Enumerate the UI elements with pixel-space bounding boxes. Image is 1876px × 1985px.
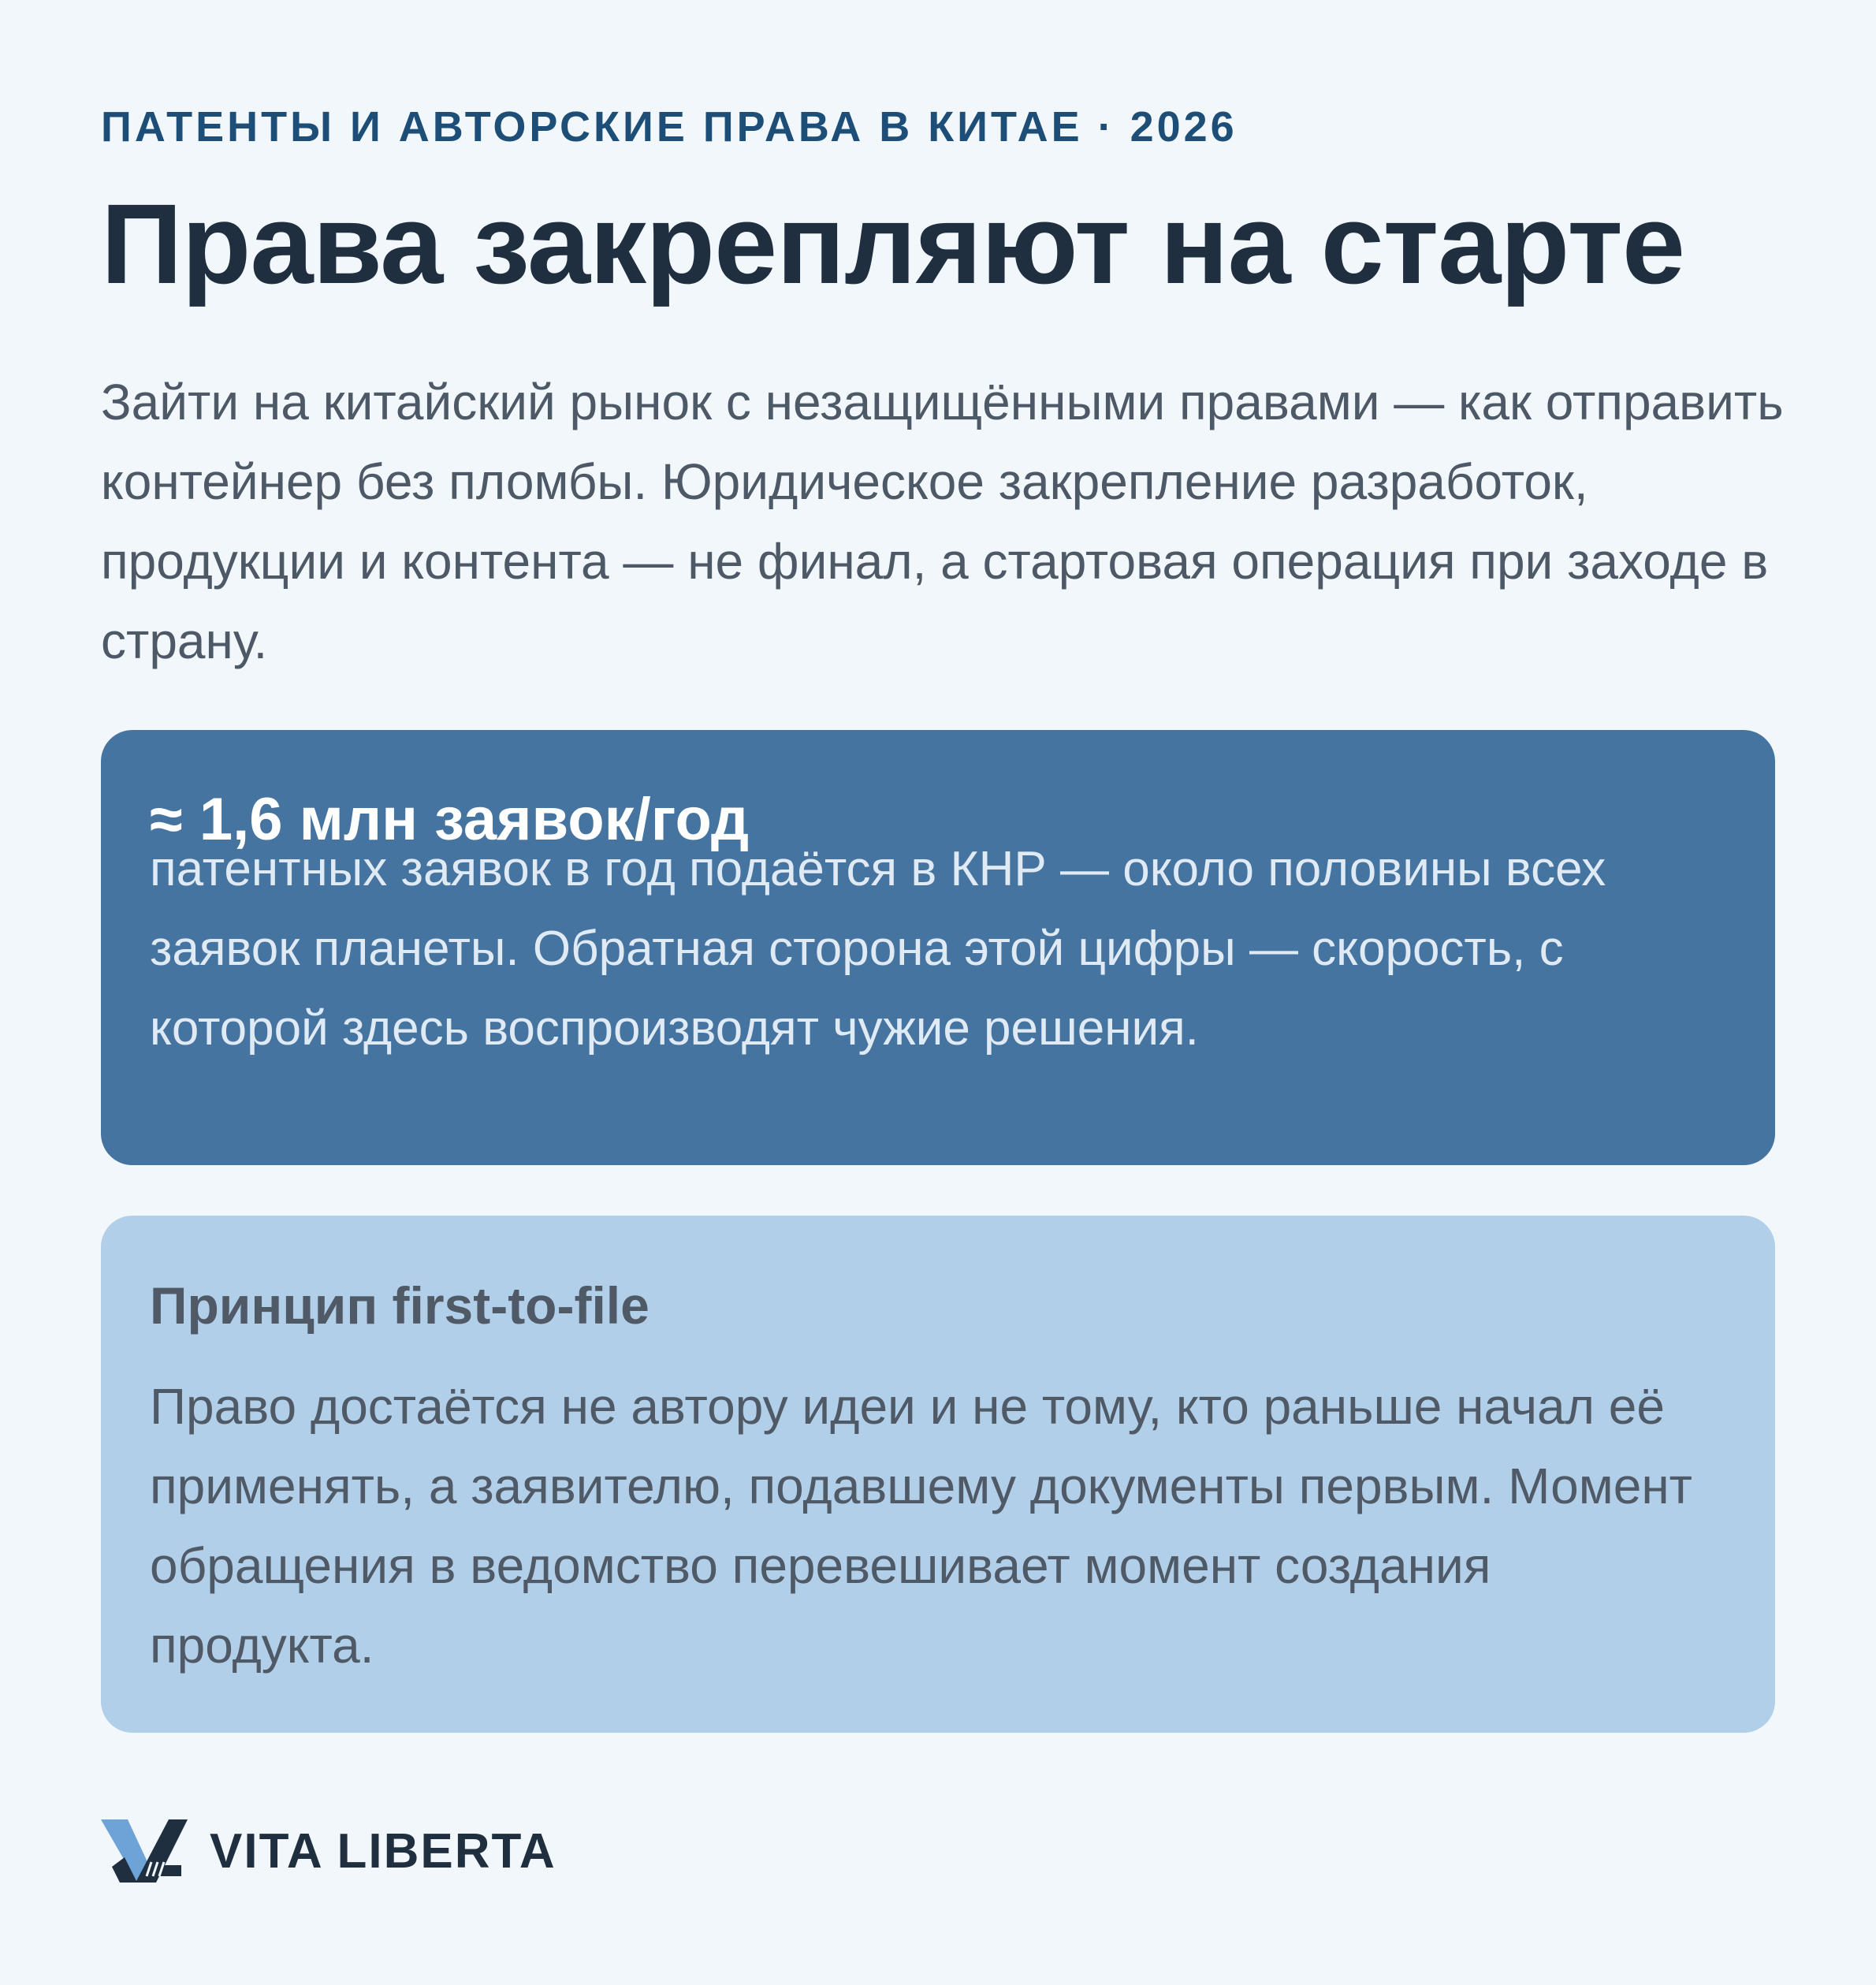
stat-value: ≈ 1,6 млн заявок/год — [150, 786, 750, 853]
principle-title: Принцип first-to-file — [150, 1276, 650, 1335]
brand-name: VITA LIBERTA — [210, 1823, 556, 1879]
page-title: Права закрепляют на старте — [101, 181, 1684, 307]
eyebrow-label: ПАТЕНТЫ И АВТОРСКИЕ ПРАВА В КИТАЕ · 2026 — [101, 103, 1238, 151]
brand-footer — [101, 1818, 556, 1884]
stat-description: патентных заявок в год подаётся в КНР — около половины всех заявок планеты. Обратная сторона этой цифры — скорость, с которой здесь воспроизводят чужие решения. — [150, 842, 1606, 1056]
stat-card — [101, 730, 1775, 1165]
lead-paragraph: Зайти на китайский рынок с незащищёнными правами — как отправить контейнер без пломбы. Юридическое закрепление разработок, продукции и контента — не финал, а стартовая операция при заходе в страну. — [101, 374, 1784, 669]
principle-card — [101, 1216, 1775, 1733]
vita-liberta-logo-icon — [101, 1818, 188, 1884]
principle-description: Право достаётся не автору идеи и не тому, кто раньше начал её применять, а заявителю, подавшему документы первым. Момент обращения в ведомство перевешивает момент создания продукта. — [150, 1378, 1692, 1674]
